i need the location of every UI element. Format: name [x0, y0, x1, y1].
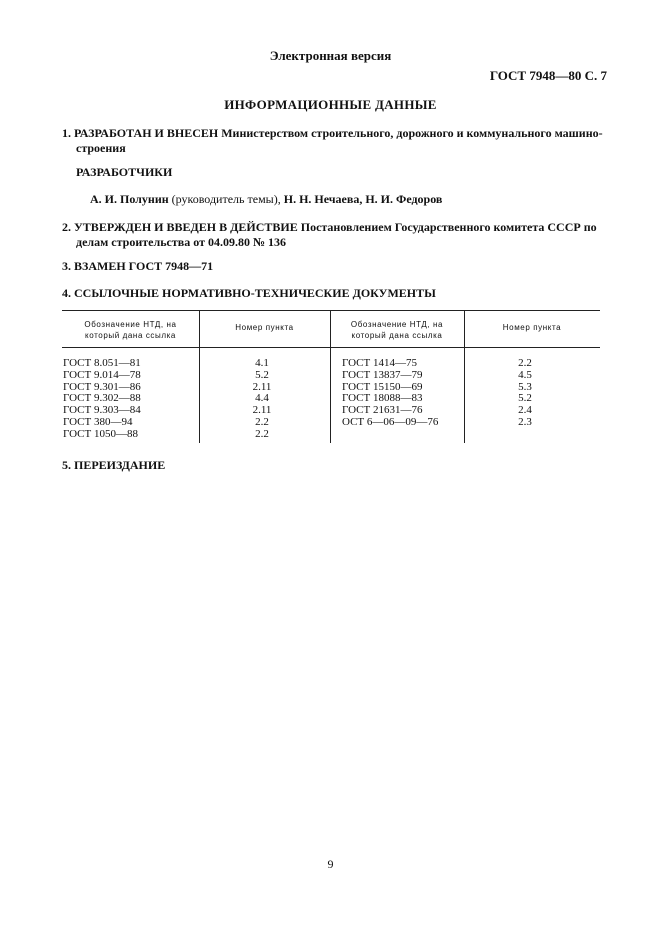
table-cell: ГОСТ 1050—88	[63, 427, 138, 440]
table-cell: 2.11	[252, 380, 272, 393]
references-table	[62, 310, 600, 443]
table-cell: 4.4	[255, 392, 269, 405]
table-cell: ГОСТ 15150—69	[342, 380, 423, 393]
section-2-text: Постановлением Государственного комитета СССР по	[297, 220, 597, 234]
table-cell: 2.11	[252, 404, 272, 417]
section-1-lead: 1. РАЗРАБОТАН И ВНЕСЕН	[62, 126, 219, 140]
table-cell: ГОСТ 21631—76	[342, 404, 423, 417]
table-cell: ГОСТ 380—94	[63, 415, 133, 428]
table-cell: 5.2	[518, 392, 532, 405]
table-cell: 5.3	[518, 380, 532, 393]
table-cell: ГОСТ 9.014—78	[63, 368, 141, 381]
developers-rest: Н. Н. Нечаева, Н. И. Федоров	[283, 192, 443, 206]
section-1-text-cont: строения	[76, 141, 126, 155]
table-cell: ГОСТ 1414—75	[342, 357, 417, 369]
section-2-text-cont: делам строительства от 04.09.80 № 136	[76, 235, 287, 249]
section-5: 5. ПЕРЕИЗДАНИЕ	[62, 458, 166, 472]
table-cell: 2.2	[255, 415, 269, 428]
section-4: 4. ССЫЛОЧНЫЕ НОРМАТИВНО-ТЕХНИЧЕСКИЕ ДОКУМЕНТЫ	[62, 286, 436, 300]
header-item-left: Номер пункта	[235, 323, 294, 332]
gost-number: ГОСТ 7948—80 С. 7	[489, 68, 607, 83]
table-cell: 5.2	[255, 368, 269, 381]
developers-heading: РАЗРАБОТЧИКИ	[76, 165, 173, 179]
table-cell: ГОСТ 9.302—88	[63, 392, 141, 405]
table-cell: ГОСТ 9.301—86	[63, 380, 141, 393]
table-header-rule	[62, 347, 600, 348]
left-item-column	[239, 358, 285, 441]
header-item-right: Номер пункта	[502, 323, 562, 332]
right-item-column	[502, 358, 548, 429]
table-cell: 4.1	[255, 357, 269, 369]
section-1	[62, 126, 607, 156]
electronic-version-label: Электронная версия	[269, 48, 392, 63]
page-title: ИНФОРМАЦИОННЫЕ ДАННЫЕ	[224, 97, 437, 112]
section-1-text: Министерством строительного, дорожного и коммунального машино-	[218, 126, 603, 140]
table-cell: ГОСТ 8.051—81	[63, 357, 141, 369]
page-number: 9	[327, 857, 334, 871]
section-2	[62, 220, 607, 250]
table-cell: 2.2	[518, 357, 532, 369]
table-top-rule	[62, 310, 600, 311]
table-cell: 2.3	[518, 415, 532, 428]
section-3: 3. ВЗАМЕН ГОСТ 7948—71	[62, 259, 214, 273]
table-cell: ОСТ 6—06—09—76	[342, 415, 439, 428]
right-doc-column	[342, 358, 438, 429]
left-doc-column	[63, 358, 141, 441]
table-cell: 2.4	[518, 404, 532, 417]
table-cell: 4.5	[518, 368, 532, 381]
developers-names	[90, 192, 442, 207]
header-designation-right: Обозначение НТД, на который дана ссылка	[350, 320, 444, 340]
developer-1-role: (руководитель темы),	[168, 192, 284, 206]
section-2-lead: 2. УТВЕРЖДЕН И ВВЕДЕН В ДЕЙСТВИЕ	[62, 220, 298, 234]
developer-1: А. И. Полунин	[90, 192, 169, 206]
table-cell: ГОСТ 9.303—84	[63, 404, 141, 417]
table-cell: ГОСТ 18088—83	[342, 392, 423, 405]
table-cell: 2.2	[255, 427, 269, 440]
table-cell: ГОСТ 13837—79	[342, 368, 423, 381]
header-designation-left: Обозначение НТД, на который дана ссылка	[84, 320, 177, 340]
